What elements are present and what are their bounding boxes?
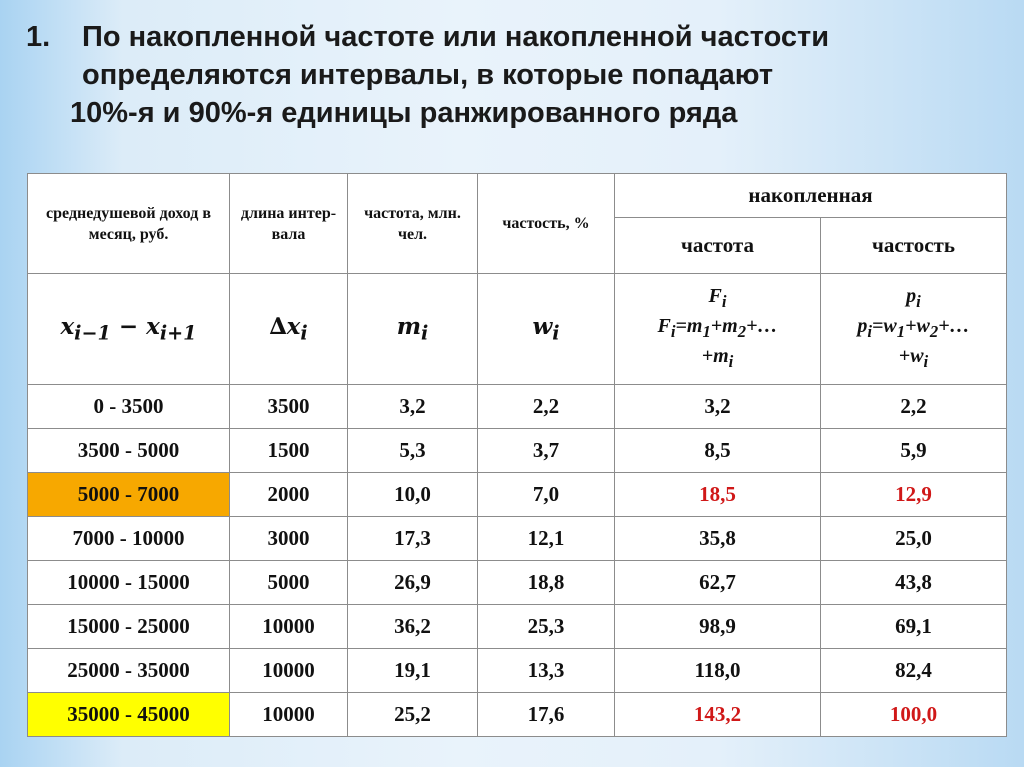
cell-relative: 25,3 — [478, 605, 615, 649]
cell-relative: 18,8 — [478, 561, 615, 605]
header-cumulative: накопленная — [615, 174, 1007, 218]
table-row — [28, 517, 1007, 561]
header-frequency: частота, млн. чел. — [348, 174, 478, 274]
symbol-interval: $x_{i-1} - x_{i+1}$ — [28, 274, 230, 385]
cell-cum-frequency: 8,5 — [615, 429, 821, 473]
cell-frequency: 25,2 — [348, 693, 478, 737]
table-row — [28, 605, 1007, 649]
header-cumulative-relative: частость — [821, 218, 1007, 274]
cell-length: 10000 — [230, 649, 348, 693]
cell-cum-frequency: 35,8 — [615, 517, 821, 561]
cell-frequency: 5,3 — [348, 429, 478, 473]
cell-frequency: 26,9 — [348, 561, 478, 605]
cell-cum-relative: 82,4 — [821, 649, 1007, 693]
cell-frequency: 36,2 — [348, 605, 478, 649]
cell-interval-highlighted: 35000 - 45000 — [28, 693, 230, 737]
cell-interval: 10000 - 15000 — [28, 561, 230, 605]
header-income: среднедушевой доход в месяц, руб. — [28, 174, 230, 274]
cell-relative: 3,7 — [478, 429, 615, 473]
header-interval-length: длина интер-вала — [230, 174, 348, 274]
cell-relative: 2,2 — [478, 385, 615, 429]
cell-relative: 12,1 — [478, 517, 615, 561]
symbol-relative-frequency: $w_i$ — [478, 274, 615, 385]
cell-cum-frequency: 118,0 — [615, 649, 821, 693]
cell-length: 3000 — [230, 517, 348, 561]
cell-cum-frequency: 62,7 — [615, 561, 821, 605]
cell-relative: 17,6 — [478, 693, 615, 737]
cell-interval: 15000 - 25000 — [28, 605, 230, 649]
cell-length: 5000 — [230, 561, 348, 605]
cell-frequency: 19,1 — [348, 649, 478, 693]
symbol-row — [28, 274, 1007, 385]
cell-cum-relative-highlighted: 100,0 — [821, 693, 1007, 737]
heading-line-1: По накопленной частоте или накопленной частости — [82, 21, 830, 53]
heading-line-2: определяются интервалы, в которые попадают — [82, 59, 774, 91]
cell-cum-relative: 2,2 — [821, 385, 1007, 429]
table-row-highlighted-10pct — [28, 473, 1007, 517]
cell-length: 1500 — [230, 429, 348, 473]
cell-cum-relative-highlighted: 12,9 — [821, 473, 1007, 517]
table-row — [28, 649, 1007, 693]
cell-interval: 0 - 3500 — [28, 385, 230, 429]
cell-cum-relative: 43,8 — [821, 561, 1007, 605]
cell-cum-frequency: 3,2 — [615, 385, 821, 429]
cell-cum-relative: 69,1 — [821, 605, 1007, 649]
table-row — [28, 561, 1007, 605]
grouped-frequency-table — [27, 173, 1007, 737]
cell-interval: 25000 - 35000 — [28, 649, 230, 693]
header-relative-frequency: частость, % — [478, 174, 615, 274]
cell-relative: 13,3 — [478, 649, 615, 693]
cell-frequency: 17,3 — [348, 517, 478, 561]
cell-cum-relative: 5,9 — [821, 429, 1007, 473]
symbol-cumulative-relative: $p_i$ $p_i=w_1+w_2+\dots$ $+w_i$ — [821, 274, 1007, 385]
symbol-cumulative-frequency: $F_i$ $F_i=m_1+m_2+\dots$ $+m_i$ — [615, 274, 821, 385]
cell-interval: 7000 - 10000 — [28, 517, 230, 561]
table-row — [28, 385, 1007, 429]
symbol-frequency: $m_i$ — [348, 274, 478, 385]
cell-cum-frequency-highlighted: 18,5 — [615, 473, 821, 517]
cell-cum-relative: 25,0 — [821, 517, 1007, 561]
cell-interval: 3500 - 5000 — [28, 429, 230, 473]
cell-cum-frequency-highlighted: 143,2 — [615, 693, 821, 737]
table-row — [28, 429, 1007, 473]
cell-frequency: 10,0 — [348, 473, 478, 517]
table-row-highlighted-90pct — [28, 693, 1007, 737]
cell-frequency: 3,2 — [348, 385, 478, 429]
heading-line-3: 10%-я и 90%-я единицы ранжированного ряда — [70, 97, 738, 129]
heading-number: 1. — [26, 21, 51, 53]
cell-relative: 7,0 — [478, 473, 615, 517]
cell-cum-frequency: 98,9 — [615, 605, 821, 649]
cell-interval-highlighted: 5000 - 7000 — [28, 473, 230, 517]
cell-length: 3500 — [230, 385, 348, 429]
symbol-interval-length: $\Delta x_i$ — [230, 274, 348, 385]
cell-length: 10000 — [230, 605, 348, 649]
header-cumulative-frequency: частота — [615, 218, 821, 274]
cell-length: 2000 — [230, 473, 348, 517]
cell-length: 10000 — [230, 693, 348, 737]
